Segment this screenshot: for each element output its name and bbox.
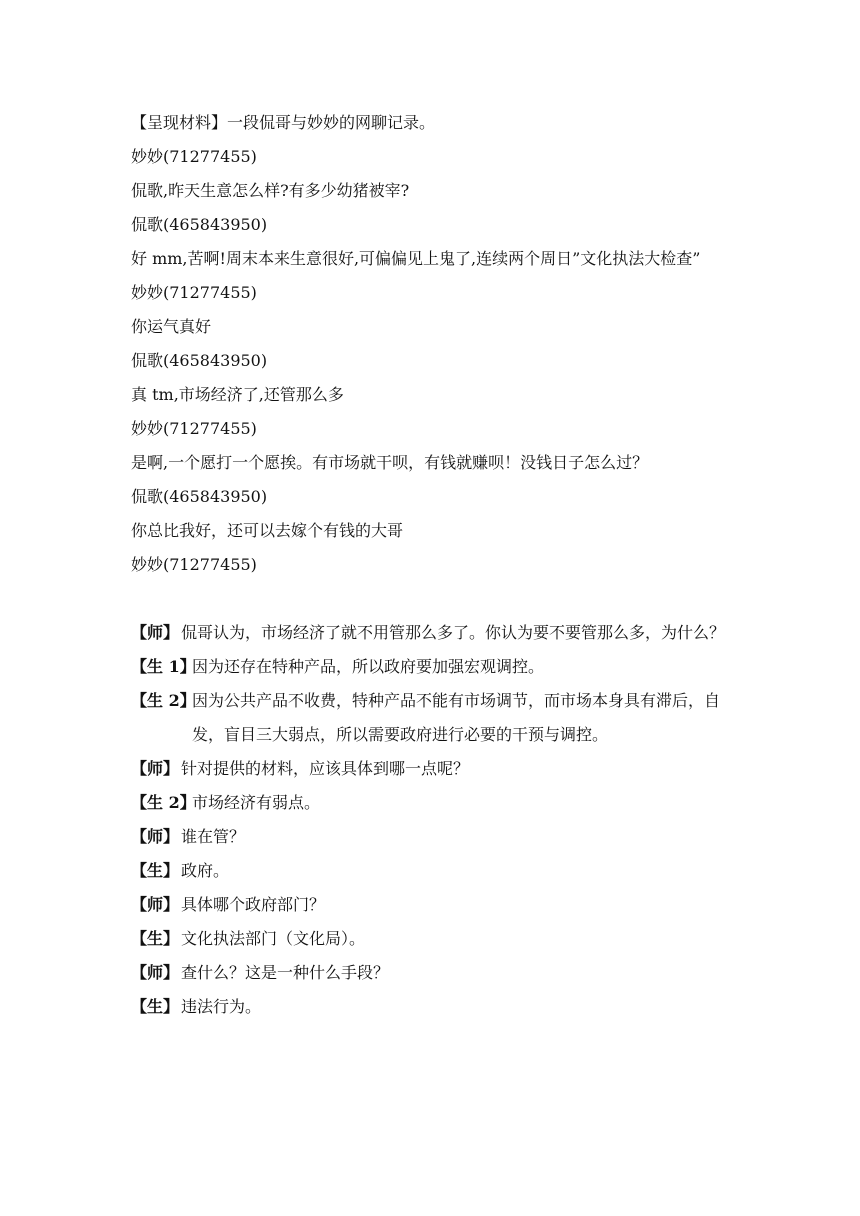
speaker-label: 【生 2】 [131,691,196,710]
dialogue-text: 市场经济有弱点。 [192,793,321,812]
chat-line: 侃歌,昨天生意怎么样?有多少幼猪被宰? [131,181,410,200]
dialogue-row [131,650,741,684]
document-content [131,106,741,1024]
dialogue-text: 查什么？这是一种什么手段？ [181,963,390,982]
speaker-label: 【师】 [131,827,180,846]
dialogue-text: 因为公共产品不收费，特种产品不能有市场调节，而市场本身具有滞后，自发，盲目三大弱点，所以需要政府进行必要的干预与调控。 [192,691,721,744]
material-title: 【呈现材料】一段侃哥与妙妙的网聊记录。 [131,113,436,132]
dialogue-text: 因为还存在特种产品，所以政府要加强宏观调控。 [192,657,545,676]
speaker-label: 【生】 [131,929,180,948]
chat-line: 你总比我好，还可以去嫁个有钱的大哥 [131,521,404,540]
speaker-label: 【师】 [131,895,180,914]
chat-line: 妙妙(71277455) [131,555,257,574]
chat-line: 侃歌(465843950) [131,487,268,506]
dialogue-text: 政府。 [181,861,230,880]
dialogue-text: 侃哥认为，市场经济了就不用管那么多了。你认为要不要管那么多，为什么？ [181,623,726,642]
dialogue-row [131,990,741,1024]
chat-line: 真 tm,市场经济了,还管那么多 [131,385,344,404]
speaker-label: 【生 1】 [131,657,196,676]
dialogue-text: 违法行为。 [181,997,262,1016]
speaker-label: 【生 2】 [131,793,196,812]
dialogue-row [131,752,741,786]
dialogue-row [131,888,741,922]
speaker-label: 【生】 [131,861,180,880]
dialogue-text: 具体哪个政府部门？ [181,895,326,914]
dialogue-row [131,956,741,990]
chat-line: 侃歌(465843950) [131,215,268,234]
chat-line: 好 mm,苦啊!周末本来生意很好,可偏偏见上鬼了,连续两个周日”文化执法大检查” [131,249,701,268]
dialogue-text: 针对提供的材料，应该具体到哪一点呢？ [181,759,470,778]
chat-line: 妙妙(71277455) [131,419,257,438]
dialogue-row [131,616,741,650]
dialogue-row [131,854,741,888]
dialogue-row [131,684,741,752]
dialogue-row [131,820,741,854]
chat-line: 侃歌(465843950) [131,351,268,370]
section-gap [131,582,741,616]
dialogue-text: 文化执法部门（文化局）。 [181,929,366,948]
dialogue-row [131,786,741,820]
chat-line: 妙妙(71277455) [131,283,257,302]
dialogue-text: 谁在管？ [181,827,246,846]
speaker-label: 【师】 [131,963,180,982]
speaker-label: 【师】 [131,623,180,642]
speaker-label: 【师】 [131,759,180,778]
chat-line: 你运气真好 [131,317,212,336]
chat-line: 妙妙(71277455) [131,147,257,166]
dialogue-row [131,922,741,956]
chat-line: 是啊,一个愿打一个愿挨。有市场就干呗，有钱就赚呗！没钱日子怎么过？ [131,453,649,472]
speaker-label: 【生】 [131,997,180,1016]
